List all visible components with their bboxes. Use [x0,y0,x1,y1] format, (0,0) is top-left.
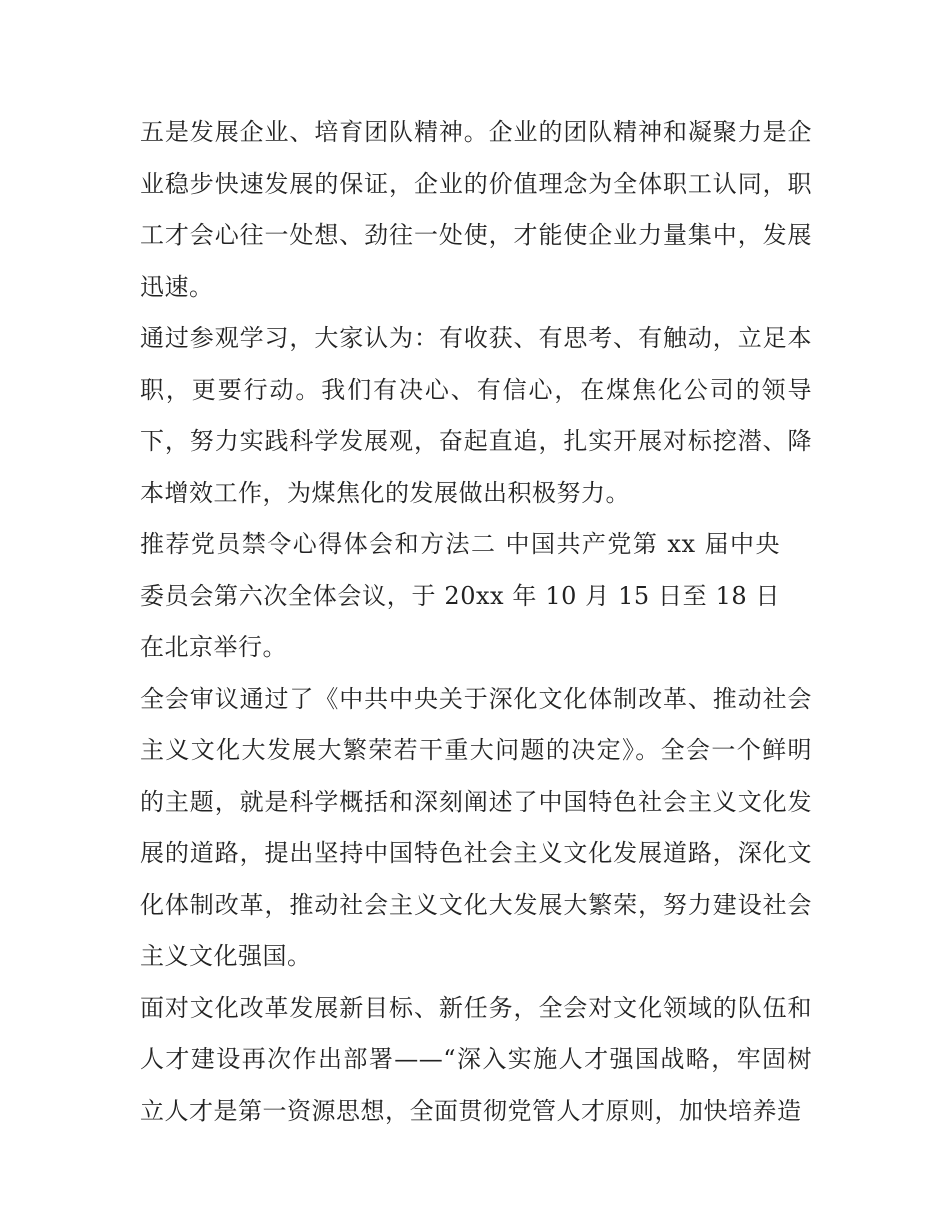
paragraph-plenary-session: 推荐党员禁令心得体会和方法二 中国共产党第 xx 届中央委员会第六次全体会议，于 20xx 年 10 月 15 日至 18 日在北京举行。 [140,530,780,661]
paragraph-talent-strategy: 面对文化改革发展新目标、新任务，全会对文化领域的队伍和人才建设再次作出部署——“深入实施人才强国战略，牢固树立人才是第一资源思想，全面贯彻党管人才原则，加快培养造 [140,993,812,1125]
paragraph-team-spirit: 五是发展企业、培育团队精神。企业的团队精神和凝聚力是企业稳步快速发展的保证，企业的价值理念为全体职工认同，职工才会心往一处想、劲往一处使，才能使企业力量集中，发展迅速。 [140,118,812,301]
document-body [140,107,812,1137]
paragraph-study-visit: 通过参观学习，大家认为：有收获、有思考、有触动，立足本职，更要行动。我们有决心、有信心，在煤焦化公司的领导下，努力实践科学发展观，奋起直追，扎实开展对标挖潜、降本增效工作，为煤焦化的发展做出积极努力。 [140,324,812,507]
paragraph-plenary-decision: 全会审议通过了《中共中央关于深化文化体制改革、推动社会主义文化大发展大繁荣若干重大问题的决定》。全会一个鲜明的主题，就是科学概括和深刻阐述了中国特色社会主义文化发展的道路，提出坚持中国特色社会主义文化发展道路，深化文化体制改革，推动社会主义文化大发展大繁荣，努力建设社会主义文化强国。 [140,684,812,970]
